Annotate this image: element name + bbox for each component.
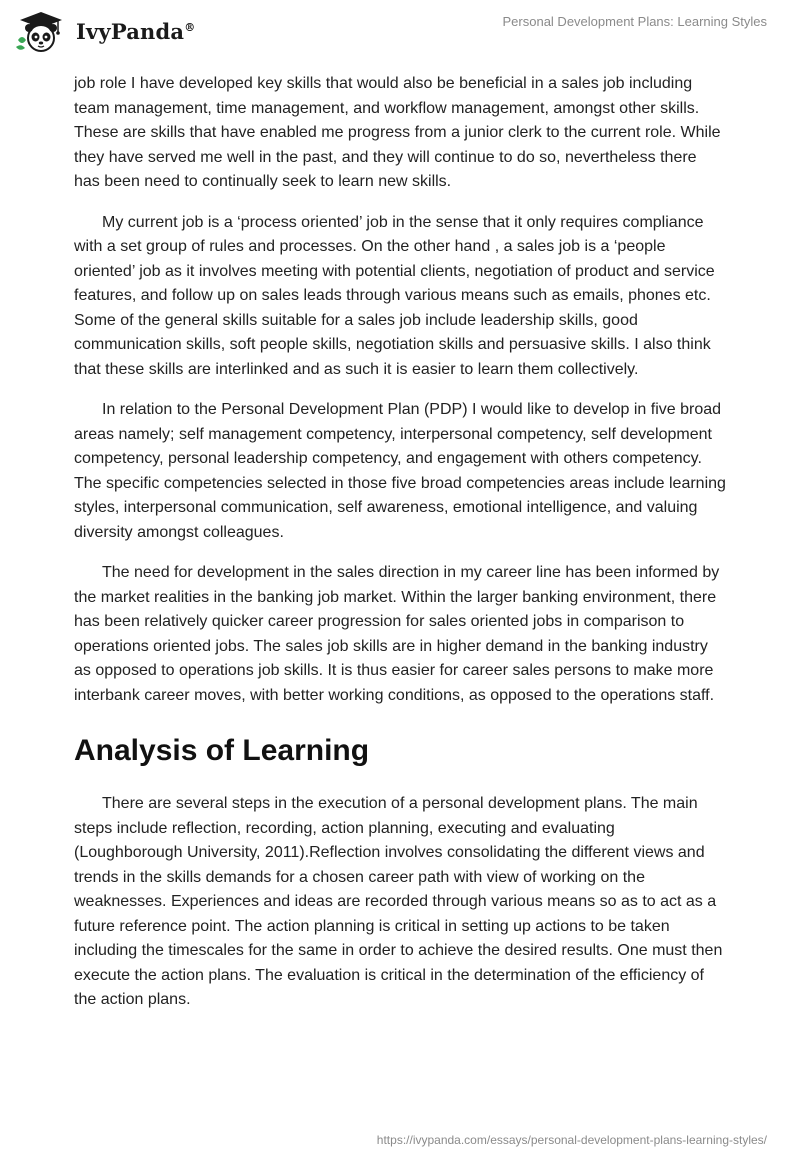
essay-body	[74, 72, 726, 1029]
running-title: Personal Development Plans: Learning Styles	[502, 14, 767, 29]
paragraph-2: My current job is a ‘process oriented’ job in the sense that it only requires compliance with a set group of rules and processes. On the other hand , a sales job is a ‘people oriented’ job as it involves meeting with potential clients, negotiation of product and service features, and follow up on sales leads through various means such as emails, phones etc. Some of the general skills suitable for a sales job include leadership skills, good communication skills, soft people skills, negotiation skills and persuasive skills. I also think that these skills are interlinked and as such it is easier to learn them collectively.	[74, 213, 715, 378]
paragraph-5: There are several steps in the execution of a personal development plans. The main steps include reflection, recording, action planning, executing and evaluating (Loughborough University, 2011).Reflection involves consolidating the different views and trends in the skills demands for a chosen career path with view of working on the weaknesses. Experiences and ideas are recorded through various means so as to act as a future reference point. The action planning is critical in setting up actions to be taken including the timescales for the same in order to achieve the desired results. One must then execute the action plans. The evaluation is critical in the determination of the efficiency of the action plans.	[74, 795, 723, 1008]
brand-name: IvyPanda®	[76, 18, 196, 44]
page-header	[0, 0, 800, 60]
source-url[interactable]: https://ivypanda.com/essays/personal-development-plans-learning-styles/	[376, 1133, 767, 1147]
ivypanda-logo[interactable]	[14, 10, 195, 54]
panda-graduate-icon	[14, 10, 68, 54]
paragraph-1: job role I have developed key skills that would also be beneficial in a sales job including team management, time management, and workflow management, amongst other skills. These are skills that have enabled me progress from a junior clerk to the current role. While they have served me well in the past, and they will continue to do so, nevertheless there has been need to continually seek to learn new skills.	[74, 75, 721, 190]
registered-mark: ®	[184, 20, 196, 34]
section-heading: Analysis of Learning	[74, 734, 370, 767]
paragraph-3: In relation to the Personal Development Plan (PDP) I would like to develop in five broad areas namely; self management competency, interpersonal competency, self development competency, personal leadership competency, and engagement with others competency. The specific competencies selected in those five broad competencies areas include learning styles, interpersonal communication, self awareness, emotional intelligence, and valuing diversity amongst colleagues.	[74, 401, 726, 541]
paragraph-4: The need for development in the sales direction in my career line has been informed by the market realities in the banking job market. Within the larger banking environment, there has been relatively quicker career progression for sales oriented jobs in comparison to operations oriented jobs. The sales job skills are in higher demand in the banking industry as opposed to operations job skills. It is thus easier for career sales persons to make more interbank career moves, with better working conditions, as opposed to the operations staff.	[74, 564, 720, 704]
